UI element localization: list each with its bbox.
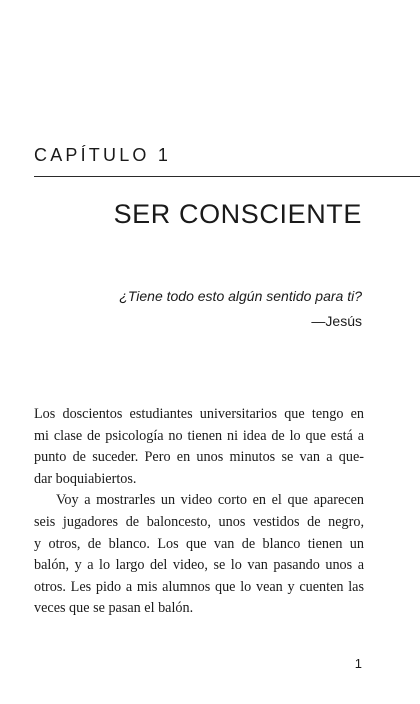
text-line: balón, y a lo largo del video, se lo van pasando unos a [34, 557, 364, 574]
paragraph-2 [34, 490, 364, 620]
text-line: otros. Les pido a mis alumnos que lo vean y cuenten las [34, 578, 364, 595]
text-line: y otros, de blanco. Los que van de blanco tienen un [34, 535, 364, 552]
text-line: veces que se pasan el balón. [34, 600, 194, 617]
chapter-title: SER CONSCIENTE [113, 199, 362, 229]
text-line: Voy a mostrarles un video corto en el que aparecen [56, 492, 364, 509]
page-number: 1 [354, 656, 362, 671]
epigraph-author: —Jesús [311, 313, 362, 329]
chapter-label: CAPÍTULO 1 [34, 145, 172, 165]
text-line: Los doscientos estudiantes universitarios que tengo en [34, 406, 364, 422]
epigraph-quote: ¿Tiene todo esto algún sentido para ti? [119, 288, 362, 304]
body-text [34, 404, 364, 620]
text-line: seis jugadores de baloncesto, unos vestidos de negro, [34, 513, 364, 530]
text-line: dar boquiabiertos. [34, 470, 137, 487]
text-line: punto de suceder. Pero en unos minutos se van a que- [34, 449, 364, 466]
text-line: mi clase de psicología no tienen ni idea de lo que está a [34, 427, 364, 444]
paragraph-1 [34, 404, 364, 490]
chapter-divider [34, 176, 420, 177]
